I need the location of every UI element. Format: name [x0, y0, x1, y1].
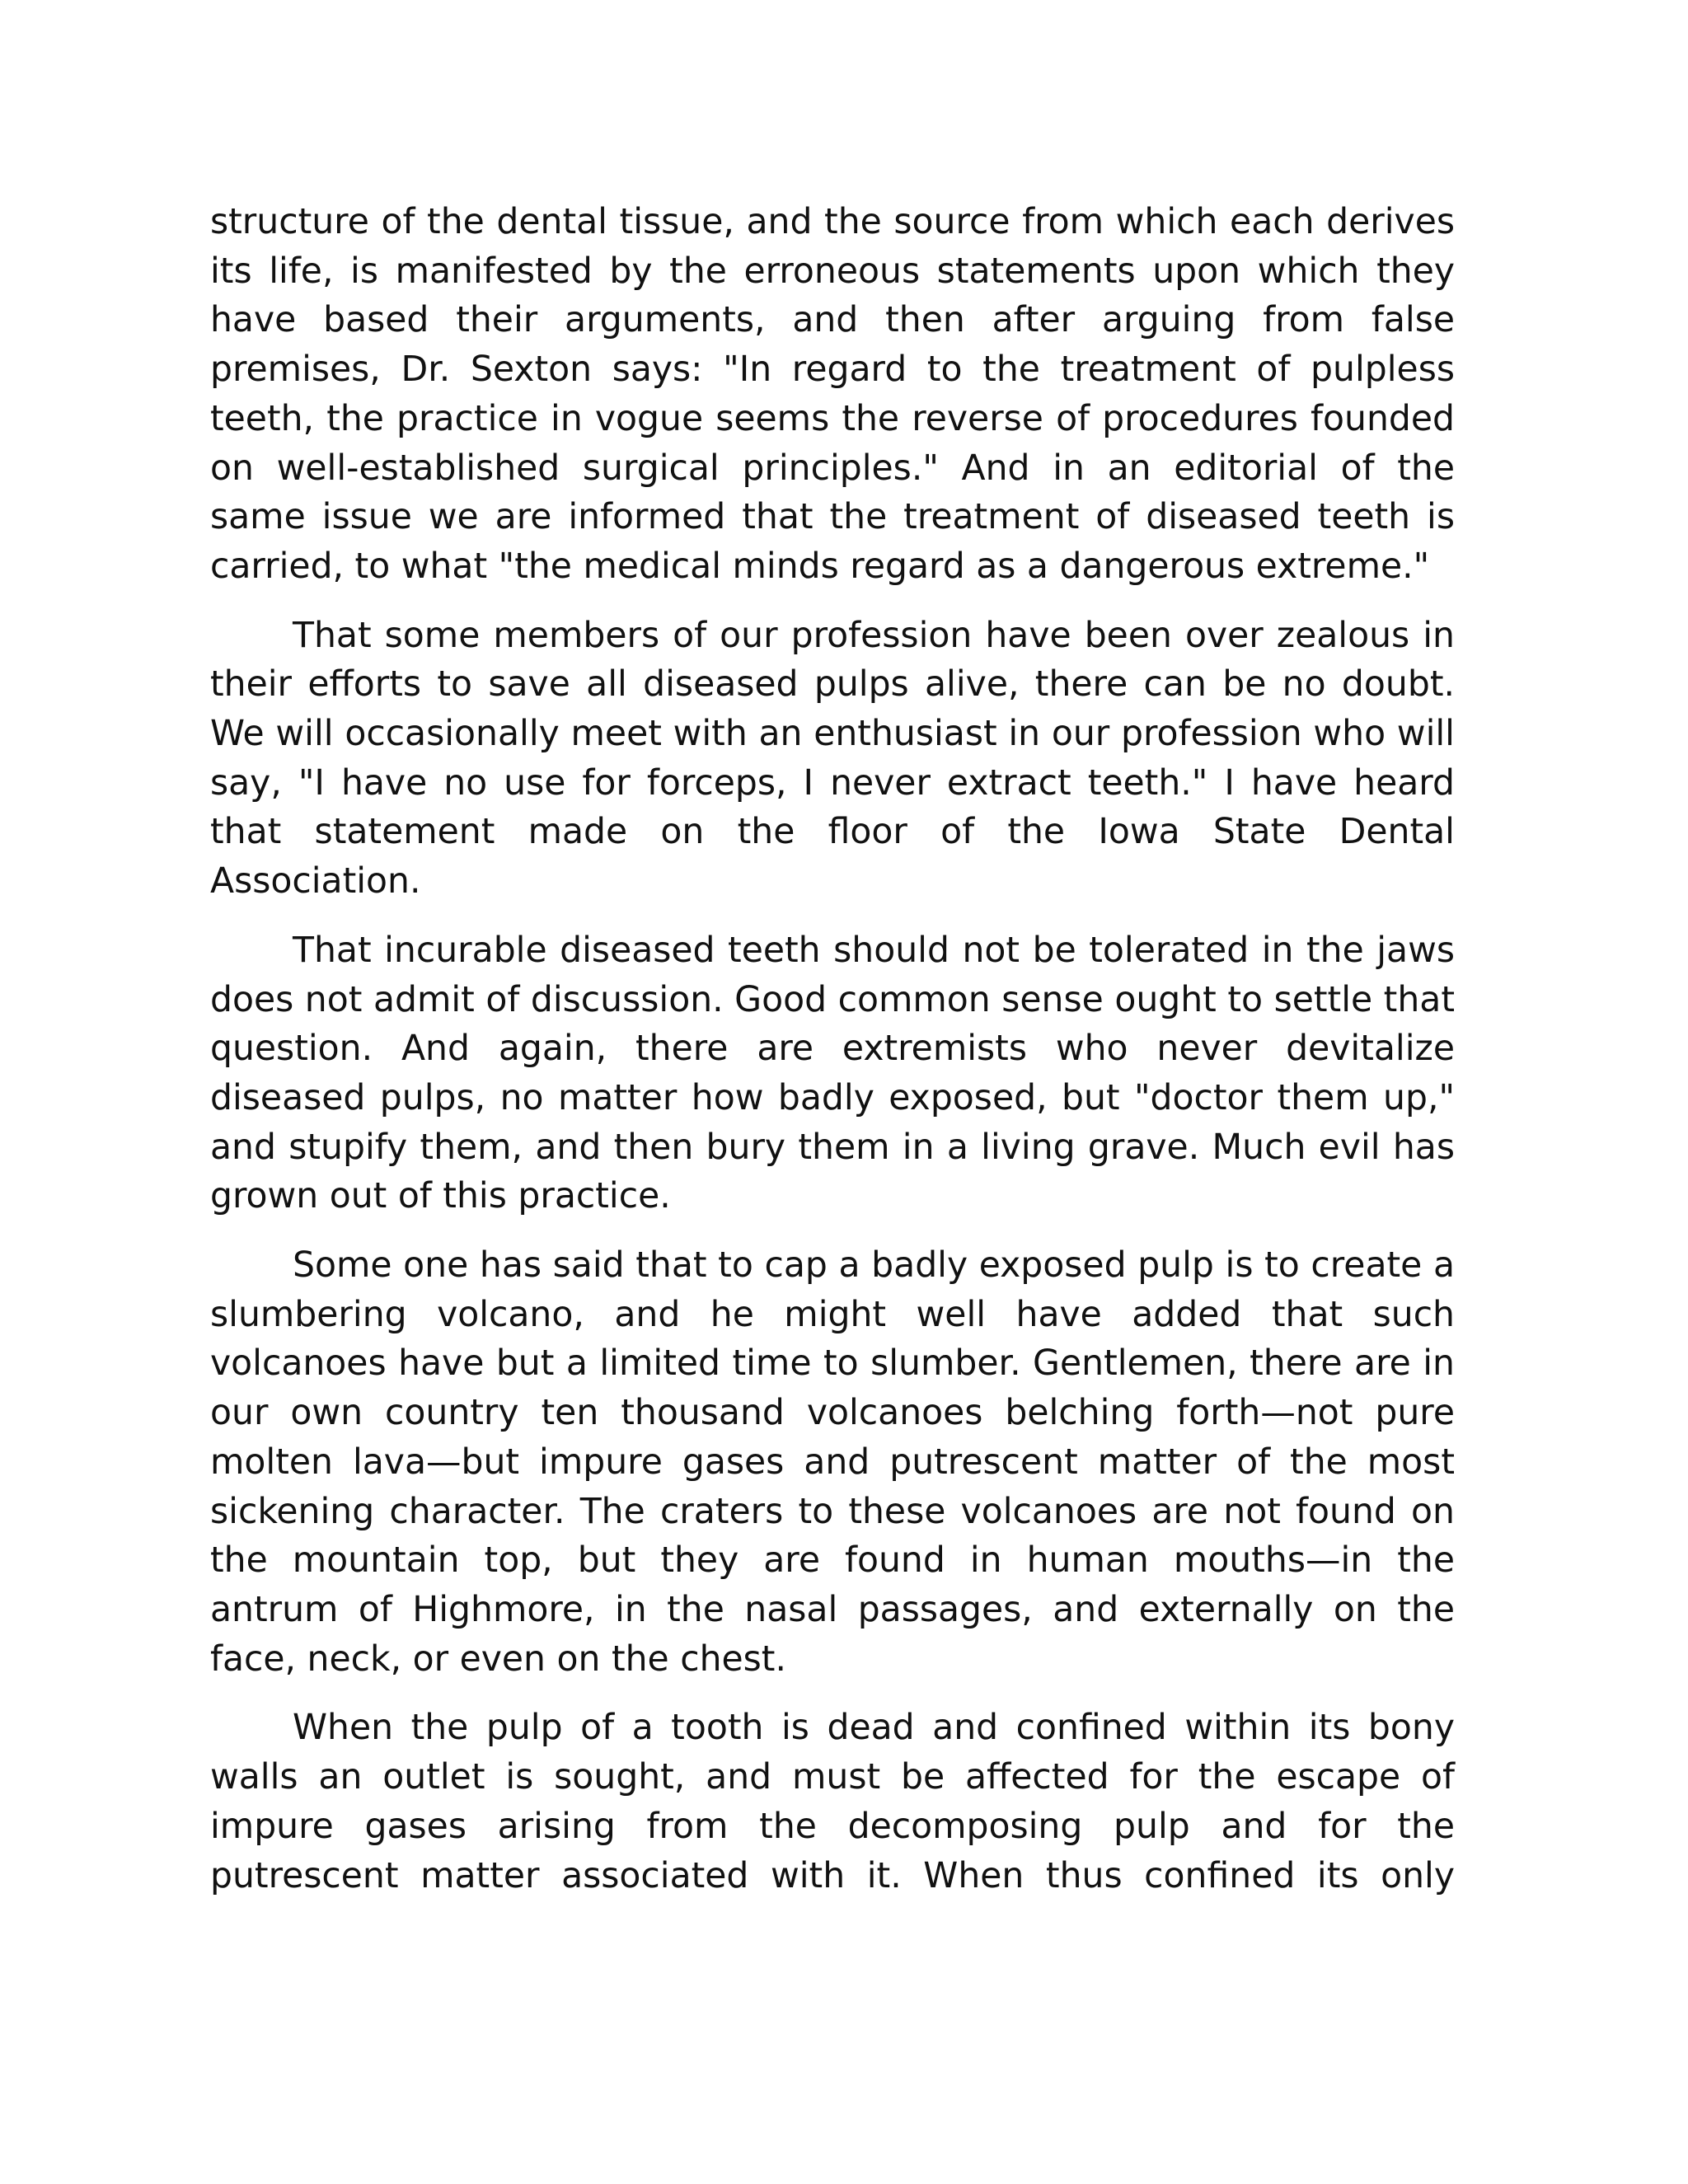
paragraph-5: When the pulp of a tooth is dead and confined within its bony walls an outlet is sought, and must be affected for the escape of impure gases arising from the decomposing pulp and for the putrescent matter associated with it. When thus confined its only — [210, 1708, 1455, 1896]
document-page — [210, 198, 1455, 1920]
paragraph-2: That some members of our profession have been over zealous in their efforts to save all diseased pulps alive, there can be no doubt. We will occasionally meet with an enthusiast in our profession who will say, "I have no use for forceps, I never extract teeth." I have heard that statement made on the floor of the Iowa State Dental Association. — [210, 615, 1455, 902]
paragraph-3: That incurable diseased teeth should not be tolerated in the jaws does not admit of discussion. Good common sense ought to settle that question. And again, there are extremists who never devitalize diseased pulps, no matter how badly exposed, but "doctor them up," and stupify them, and then bury them in a living grave. Much evil has grown out of this practice. — [210, 930, 1455, 1217]
paragraph-4: Some one has said that to cap a badly exposed pulp is to create a slumbering volcano, and he might well have added that such volcanoes have but a limited time to slumber. Gentlemen, there are in our own country ten thousand volcanoes belching forth—not pure molten lava—but impure gases and putrescent matter of the most sickening character. The craters to these volcanoes are not found on the mountain top, but they are found in human mouths—in the antrum of Highmore, in the nasal passages, and externally on the face, neck, or even on the chest. — [210, 1245, 1455, 1680]
paragraph-1: structure of the dental tissue, and the source from which each derives its life, is manifested by the erroneous statements upon which they have based their arguments, and then after arguing from false premises, Dr. Sexton says: "In regard to the treatment of pulpless teeth, the practice in vogue seems the reverse of procedures founded on well-established surgical principles." And in an editorial of the same issue we are informed that the treatment of diseased teeth is carried, to what "the medical minds regard as a dangerous extreme." — [210, 202, 1455, 587]
